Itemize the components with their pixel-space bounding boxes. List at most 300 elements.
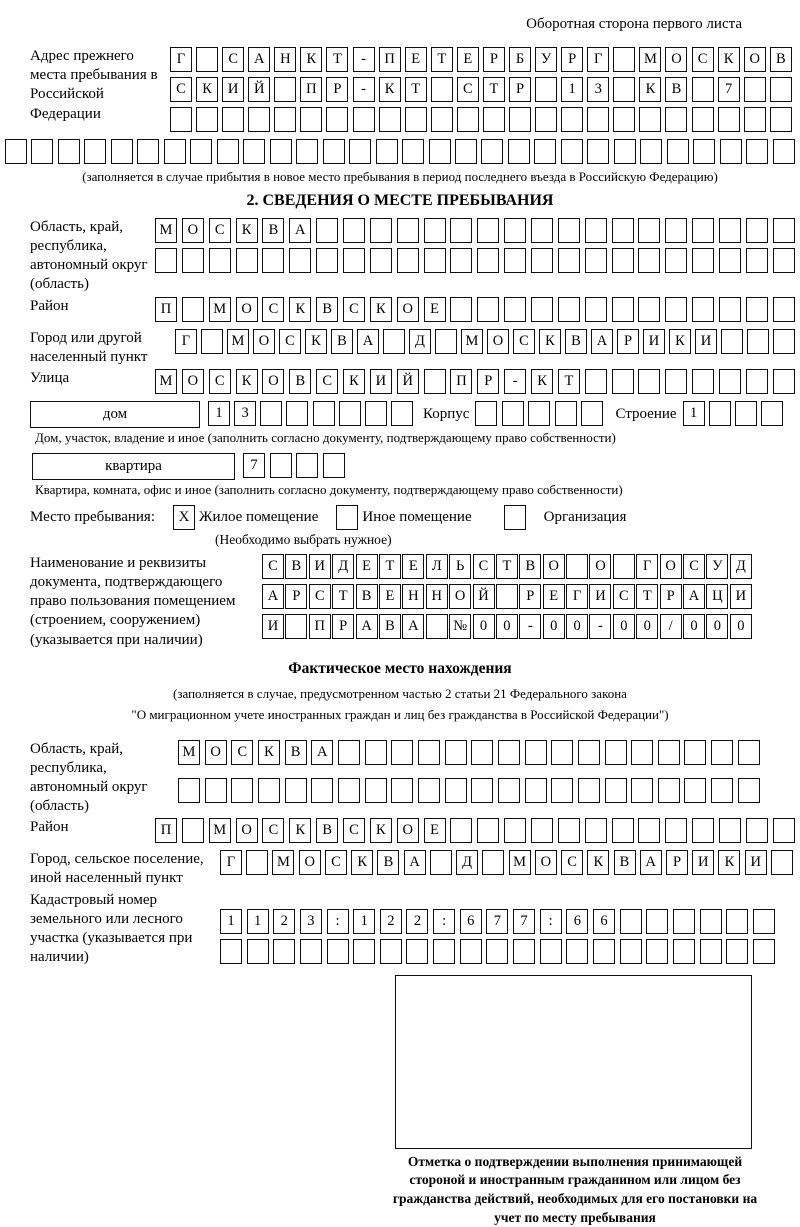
char-cell[interactable] xyxy=(508,139,530,164)
char-cell[interactable] xyxy=(525,778,547,803)
char-cell[interactable] xyxy=(605,778,627,803)
char-cell[interactable]: Т xyxy=(405,77,427,102)
char-cell[interactable]: С xyxy=(262,554,284,579)
char-cell[interactable] xyxy=(236,248,258,273)
char-cell[interactable]: М xyxy=(509,850,531,875)
char-cell[interactable] xyxy=(738,778,760,803)
char-cell[interactable] xyxy=(638,248,660,273)
char-cell[interactable] xyxy=(178,778,200,803)
char-cell[interactable] xyxy=(349,139,371,164)
char-cell[interactable]: 0 xyxy=(613,614,635,639)
char-cell[interactable] xyxy=(471,778,493,803)
char-cell[interactable]: Н xyxy=(274,47,296,72)
char-cell[interactable] xyxy=(665,107,687,132)
char-cell[interactable] xyxy=(620,909,642,934)
char-cell[interactable]: Р xyxy=(326,77,348,102)
char-cell[interactable] xyxy=(477,297,499,322)
char-cell[interactable] xyxy=(137,139,159,164)
char-cell[interactable]: М xyxy=(155,369,177,394)
char-cell[interactable] xyxy=(424,369,446,394)
char-cell[interactable] xyxy=(182,248,204,273)
char-cell[interactable]: 7 xyxy=(486,909,508,934)
char-cell[interactable]: Р xyxy=(285,584,307,609)
char-cell[interactable]: Г xyxy=(175,329,197,354)
char-cell[interactable] xyxy=(773,329,795,354)
char-cell[interactable]: К xyxy=(379,77,401,102)
char-cell[interactable] xyxy=(700,909,722,934)
char-cell[interactable] xyxy=(612,248,634,273)
char-cell[interactable] xyxy=(719,818,741,843)
char-cell[interactable]: В xyxy=(262,218,284,243)
char-cell[interactable] xyxy=(477,248,499,273)
char-cell[interactable] xyxy=(450,218,472,243)
char-cell[interactable]: А xyxy=(311,740,333,765)
char-cell[interactable]: Н xyxy=(402,584,424,609)
char-cell[interactable]: В xyxy=(331,329,353,354)
char-cell[interactable]: Г xyxy=(220,850,242,875)
char-cell[interactable] xyxy=(744,77,766,102)
char-cell[interactable]: А xyxy=(591,329,613,354)
char-cell[interactable]: С xyxy=(561,850,583,875)
char-cell[interactable] xyxy=(585,248,607,273)
char-cell[interactable]: - xyxy=(519,614,541,639)
char-cell[interactable] xyxy=(431,107,453,132)
char-cell[interactable] xyxy=(534,139,556,164)
char-cell[interactable] xyxy=(450,818,472,843)
char-cell[interactable] xyxy=(718,107,740,132)
char-cell[interactable]: 0 xyxy=(543,614,565,639)
char-cell[interactable]: Ц xyxy=(706,584,728,609)
char-cell[interactable] xyxy=(391,740,413,765)
char-cell[interactable] xyxy=(692,107,714,132)
char-cell[interactable]: С xyxy=(683,554,705,579)
char-cell[interactable]: А xyxy=(289,218,311,243)
char-cell[interactable]: О xyxy=(487,329,509,354)
char-cell[interactable]: П xyxy=(309,614,331,639)
char-cell[interactable] xyxy=(735,401,757,426)
char-cell[interactable] xyxy=(719,297,741,322)
char-cell[interactable] xyxy=(693,139,715,164)
char-cell[interactable]: Г xyxy=(587,47,609,72)
char-cell[interactable] xyxy=(640,139,662,164)
char-cell[interactable]: К xyxy=(539,329,561,354)
char-cell[interactable]: К xyxy=(236,218,258,243)
char-cell[interactable] xyxy=(555,401,577,426)
char-cell[interactable] xyxy=(587,139,609,164)
char-cell[interactable] xyxy=(247,939,269,964)
char-cell[interactable]: Р xyxy=(660,584,682,609)
char-cell[interactable]: Й xyxy=(248,77,270,102)
char-cell[interactable] xyxy=(658,740,680,765)
char-cell[interactable]: 3 xyxy=(300,909,322,934)
checkbox-other-premises[interactable] xyxy=(336,505,358,530)
char-cell[interactable]: К xyxy=(305,329,327,354)
char-cell[interactable] xyxy=(665,818,687,843)
char-cell[interactable] xyxy=(248,107,270,132)
char-cell[interactable]: К xyxy=(370,818,392,843)
char-cell[interactable] xyxy=(5,139,27,164)
char-cell[interactable]: Т xyxy=(636,584,658,609)
char-cell[interactable]: С xyxy=(473,554,495,579)
char-cell[interactable] xyxy=(482,850,504,875)
char-cell[interactable] xyxy=(182,297,204,322)
char-cell[interactable]: К xyxy=(343,369,365,394)
char-cell[interactable]: И xyxy=(222,77,244,102)
char-cell[interactable]: 3 xyxy=(234,401,256,426)
char-cell[interactable]: В xyxy=(565,329,587,354)
char-cell[interactable] xyxy=(658,778,680,803)
char-cell[interactable] xyxy=(164,139,186,164)
char-cell[interactable] xyxy=(365,401,387,426)
char-cell[interactable] xyxy=(111,139,133,164)
char-cell[interactable] xyxy=(243,139,265,164)
char-cell[interactable] xyxy=(217,139,239,164)
char-cell[interactable]: А xyxy=(262,584,284,609)
char-cell[interactable] xyxy=(190,139,212,164)
char-cell[interactable]: Г xyxy=(566,584,588,609)
char-cell[interactable]: К xyxy=(370,297,392,322)
char-cell[interactable] xyxy=(646,909,668,934)
char-cell[interactable] xyxy=(665,218,687,243)
char-cell[interactable]: С xyxy=(170,77,192,102)
char-cell[interactable] xyxy=(274,77,296,102)
char-cell[interactable]: С xyxy=(457,77,479,102)
char-cell[interactable] xyxy=(424,218,446,243)
char-cell[interactable] xyxy=(747,329,769,354)
char-cell[interactable] xyxy=(504,818,526,843)
char-cell[interactable] xyxy=(614,139,636,164)
char-cell[interactable] xyxy=(753,939,775,964)
char-cell[interactable]: 3 xyxy=(587,77,609,102)
char-cell[interactable] xyxy=(457,107,479,132)
char-cell[interactable] xyxy=(300,107,322,132)
char-cell[interactable] xyxy=(667,139,689,164)
char-cell[interactable]: - xyxy=(353,47,375,72)
char-cell[interactable] xyxy=(402,139,424,164)
char-cell[interactable]: Г xyxy=(636,554,658,579)
char-cell[interactable] xyxy=(496,584,518,609)
char-cell[interactable]: Т xyxy=(558,369,580,394)
char-cell[interactable] xyxy=(566,554,588,579)
char-cell[interactable] xyxy=(726,939,748,964)
char-cell[interactable]: Т xyxy=(431,47,453,72)
char-cell[interactable] xyxy=(531,248,553,273)
char-cell[interactable]: Д xyxy=(730,554,752,579)
char-cell[interactable]: Й xyxy=(397,369,419,394)
char-cell[interactable]: В xyxy=(285,554,307,579)
char-cell[interactable] xyxy=(209,248,231,273)
char-cell[interactable]: Е xyxy=(424,818,446,843)
char-cell[interactable] xyxy=(418,778,440,803)
char-cell[interactable] xyxy=(665,248,687,273)
char-cell[interactable] xyxy=(558,818,580,843)
char-cell[interactable] xyxy=(370,248,392,273)
char-cell[interactable]: С xyxy=(231,740,253,765)
char-cell[interactable] xyxy=(613,554,635,579)
char-cell[interactable] xyxy=(673,909,695,934)
char-cell[interactable] xyxy=(665,369,687,394)
char-cell[interactable] xyxy=(445,778,467,803)
char-cell[interactable] xyxy=(719,369,741,394)
char-cell[interactable]: Р xyxy=(332,614,354,639)
char-cell[interactable] xyxy=(638,218,660,243)
char-cell[interactable] xyxy=(365,740,387,765)
char-cell[interactable]: Н xyxy=(426,584,448,609)
char-cell[interactable]: У xyxy=(535,47,557,72)
char-cell[interactable]: М xyxy=(155,218,177,243)
char-cell[interactable] xyxy=(692,77,714,102)
char-cell[interactable] xyxy=(692,818,714,843)
char-cell[interactable]: С xyxy=(262,818,284,843)
char-cell[interactable] xyxy=(504,297,526,322)
char-cell[interactable] xyxy=(561,107,583,132)
char-cell[interactable] xyxy=(327,939,349,964)
char-cell[interactable] xyxy=(620,939,642,964)
char-cell[interactable] xyxy=(558,218,580,243)
char-cell[interactable] xyxy=(692,369,714,394)
char-cell[interactable] xyxy=(380,939,402,964)
char-cell[interactable] xyxy=(612,818,634,843)
char-cell[interactable] xyxy=(535,77,557,102)
char-cell[interactable] xyxy=(430,850,452,875)
char-cell[interactable] xyxy=(316,248,338,273)
char-cell[interactable]: 7 xyxy=(243,453,265,478)
char-cell[interactable] xyxy=(578,778,600,803)
char-cell[interactable]: О xyxy=(397,297,419,322)
char-cell[interactable]: 6 xyxy=(566,909,588,934)
char-cell[interactable] xyxy=(585,818,607,843)
char-cell[interactable]: О xyxy=(449,584,471,609)
char-cell[interactable]: С xyxy=(262,297,284,322)
char-cell[interactable] xyxy=(397,248,419,273)
char-cell[interactable]: С xyxy=(279,329,301,354)
char-cell[interactable] xyxy=(477,218,499,243)
char-cell[interactable]: Е xyxy=(405,47,427,72)
char-cell[interactable] xyxy=(700,939,722,964)
char-cell[interactable] xyxy=(391,778,413,803)
char-cell[interactable] xyxy=(339,401,361,426)
char-cell[interactable] xyxy=(323,139,345,164)
char-cell[interactable] xyxy=(509,107,531,132)
char-cell[interactable] xyxy=(753,909,775,934)
char-cell[interactable]: С xyxy=(325,850,347,875)
char-cell[interactable] xyxy=(770,107,792,132)
char-cell[interactable] xyxy=(721,329,743,354)
char-cell[interactable]: П xyxy=(379,47,401,72)
char-cell[interactable] xyxy=(205,778,227,803)
char-cell[interactable] xyxy=(285,778,307,803)
char-cell[interactable] xyxy=(593,939,615,964)
char-cell[interactable] xyxy=(196,107,218,132)
char-cell[interactable] xyxy=(561,139,583,164)
char-cell[interactable] xyxy=(296,139,318,164)
char-cell[interactable]: Д xyxy=(456,850,478,875)
char-cell[interactable] xyxy=(338,740,360,765)
char-cell[interactable] xyxy=(274,107,296,132)
char-cell[interactable]: К xyxy=(300,47,322,72)
char-cell[interactable] xyxy=(429,139,451,164)
char-cell[interactable]: О xyxy=(665,47,687,72)
char-cell[interactable]: К xyxy=(639,77,661,102)
char-cell[interactable]: А xyxy=(640,850,662,875)
char-cell[interactable]: И xyxy=(695,329,717,354)
char-cell[interactable]: К xyxy=(289,818,311,843)
char-cell[interactable] xyxy=(540,939,562,964)
char-cell[interactable]: К xyxy=(289,297,311,322)
char-cell[interactable]: О xyxy=(182,369,204,394)
char-cell[interactable] xyxy=(405,107,427,132)
char-cell[interactable]: Р xyxy=(561,47,583,72)
char-cell[interactable]: 0 xyxy=(566,614,588,639)
char-cell[interactable] xyxy=(773,818,795,843)
char-cell[interactable] xyxy=(528,401,550,426)
char-cell[interactable]: М xyxy=(178,740,200,765)
char-cell[interactable]: К xyxy=(196,77,218,102)
char-cell[interactable]: К xyxy=(669,329,691,354)
char-cell[interactable]: О xyxy=(535,850,557,875)
char-cell[interactable]: Д xyxy=(332,554,354,579)
char-cell[interactable] xyxy=(155,248,177,273)
char-cell[interactable] xyxy=(578,740,600,765)
char-cell[interactable] xyxy=(773,369,795,394)
char-cell[interactable] xyxy=(498,778,520,803)
char-cell[interactable]: С xyxy=(513,329,535,354)
char-cell[interactable] xyxy=(631,740,653,765)
char-cell[interactable] xyxy=(311,778,333,803)
char-cell[interactable] xyxy=(260,401,282,426)
char-cell[interactable] xyxy=(613,47,635,72)
char-cell[interactable] xyxy=(612,297,634,322)
char-cell[interactable]: И xyxy=(692,850,714,875)
char-cell[interactable]: 0 xyxy=(683,614,705,639)
char-cell[interactable] xyxy=(426,614,448,639)
char-cell[interactable]: 6 xyxy=(460,909,482,934)
char-cell[interactable]: П xyxy=(300,77,322,102)
char-cell[interactable] xyxy=(343,248,365,273)
char-cell[interactable] xyxy=(258,778,280,803)
char-cell[interactable]: О xyxy=(236,297,258,322)
char-cell[interactable] xyxy=(270,453,292,478)
char-cell[interactable] xyxy=(513,939,535,964)
char-cell[interactable] xyxy=(719,248,741,273)
char-cell[interactable] xyxy=(531,297,553,322)
char-cell[interactable] xyxy=(486,939,508,964)
char-cell[interactable]: Р xyxy=(477,369,499,394)
char-cell[interactable]: В xyxy=(316,297,338,322)
char-cell[interactable] xyxy=(720,139,742,164)
char-cell[interactable]: Т xyxy=(483,77,505,102)
char-cell[interactable] xyxy=(450,248,472,273)
char-cell[interactable] xyxy=(316,218,338,243)
char-cell[interactable] xyxy=(719,218,741,243)
char-cell[interactable] xyxy=(289,248,311,273)
char-cell[interactable]: А xyxy=(356,614,378,639)
char-cell[interactable] xyxy=(270,139,292,164)
char-cell[interactable]: Й xyxy=(473,584,495,609)
char-cell[interactable] xyxy=(300,939,322,964)
char-cell[interactable] xyxy=(773,297,795,322)
char-cell[interactable]: 0 xyxy=(730,614,752,639)
char-cell[interactable] xyxy=(383,329,405,354)
char-cell[interactable]: В xyxy=(356,584,378,609)
char-cell[interactable] xyxy=(535,107,557,132)
char-cell[interactable] xyxy=(773,139,795,164)
char-cell[interactable] xyxy=(504,248,526,273)
char-cell[interactable]: П xyxy=(155,297,177,322)
char-cell[interactable] xyxy=(313,401,335,426)
char-cell[interactable]: С xyxy=(692,47,714,72)
char-cell[interactable] xyxy=(170,107,192,132)
char-cell[interactable]: Л xyxy=(426,554,448,579)
char-cell[interactable] xyxy=(201,329,223,354)
char-cell[interactable]: В xyxy=(614,850,636,875)
char-cell[interactable]: В xyxy=(665,77,687,102)
char-cell[interactable]: - xyxy=(589,614,611,639)
char-cell[interactable] xyxy=(711,778,733,803)
char-cell[interactable]: Ь xyxy=(449,554,471,579)
char-cell[interactable]: И xyxy=(589,584,611,609)
char-cell[interactable] xyxy=(326,107,348,132)
char-cell[interactable]: Т xyxy=(326,47,348,72)
char-cell[interactable]: И xyxy=(370,369,392,394)
char-cell[interactable]: У xyxy=(706,554,728,579)
char-cell[interactable]: К xyxy=(351,850,373,875)
char-cell[interactable] xyxy=(531,818,553,843)
char-cell[interactable]: О xyxy=(589,554,611,579)
char-cell[interactable] xyxy=(692,248,714,273)
char-cell[interactable]: О xyxy=(660,554,682,579)
char-cell[interactable]: О xyxy=(397,818,419,843)
char-cell[interactable]: А xyxy=(402,614,424,639)
char-cell[interactable] xyxy=(424,248,446,273)
checkbox-residential[interactable]: X xyxy=(173,505,195,530)
char-cell[interactable] xyxy=(222,107,244,132)
char-cell[interactable]: П xyxy=(155,818,177,843)
char-cell[interactable] xyxy=(709,401,731,426)
char-cell[interactable]: 1 xyxy=(561,77,583,102)
char-cell[interactable]: Т xyxy=(496,554,518,579)
char-cell[interactable] xyxy=(773,248,795,273)
char-cell[interactable]: 6 xyxy=(593,909,615,934)
char-cell[interactable] xyxy=(551,778,573,803)
char-cell[interactable] xyxy=(726,909,748,934)
char-cell[interactable]: - xyxy=(504,369,526,394)
char-cell[interactable] xyxy=(246,850,268,875)
char-cell[interactable]: 7 xyxy=(718,77,740,102)
char-cell[interactable] xyxy=(406,939,428,964)
char-cell[interactable]: 1 xyxy=(683,401,705,426)
char-cell[interactable] xyxy=(58,139,80,164)
char-cell[interactable]: И xyxy=(643,329,665,354)
char-cell[interactable] xyxy=(182,818,204,843)
char-cell[interactable] xyxy=(296,453,318,478)
char-cell[interactable] xyxy=(770,77,792,102)
char-cell[interactable]: И xyxy=(309,554,331,579)
char-cell[interactable]: П xyxy=(450,369,472,394)
char-cell[interactable]: И xyxy=(262,614,284,639)
char-cell[interactable]: В xyxy=(316,818,338,843)
char-cell[interactable] xyxy=(746,248,768,273)
char-cell[interactable]: 1 xyxy=(208,401,230,426)
char-cell[interactable] xyxy=(84,139,106,164)
char-cell[interactable] xyxy=(711,740,733,765)
char-cell[interactable] xyxy=(445,740,467,765)
char-cell[interactable]: К xyxy=(236,369,258,394)
char-cell[interactable] xyxy=(323,453,345,478)
char-cell[interactable]: В xyxy=(289,369,311,394)
char-cell[interactable] xyxy=(477,818,499,843)
char-cell[interactable] xyxy=(397,218,419,243)
